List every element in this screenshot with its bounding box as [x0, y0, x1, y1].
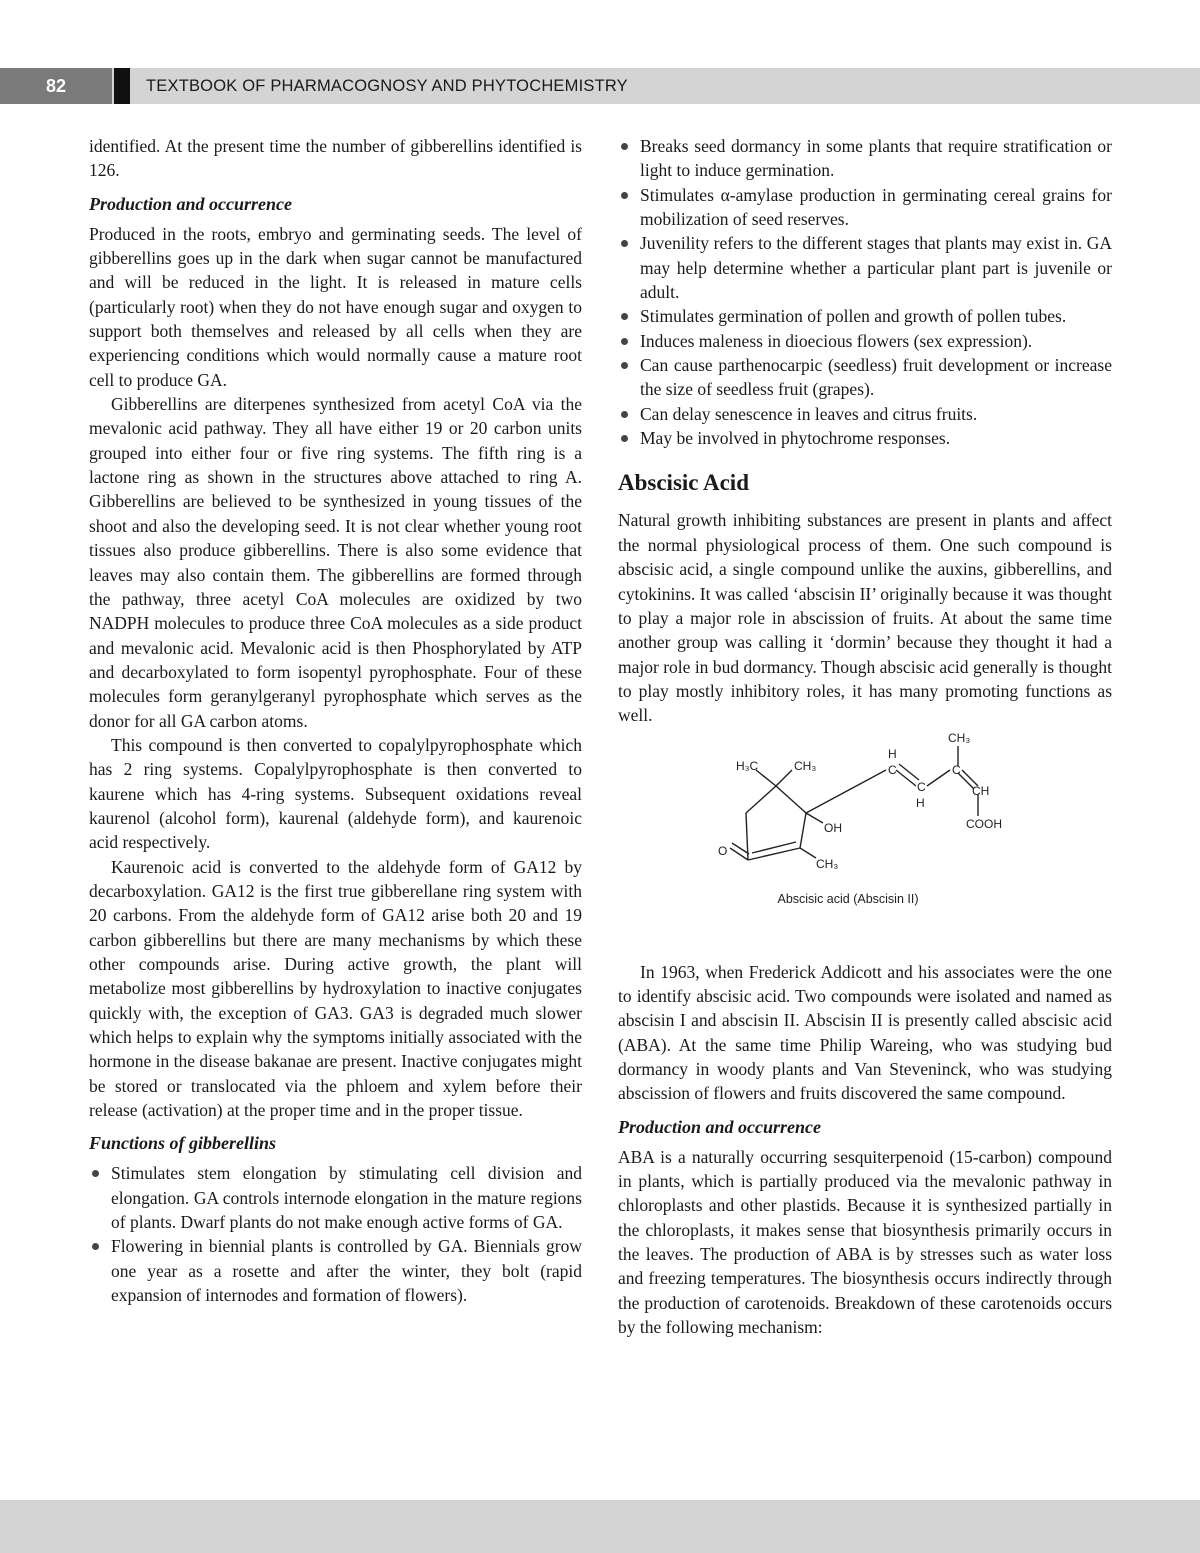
abscisic-acid-heading: Abscisic Acid	[618, 470, 749, 496]
intro-paragraph: identified. At the present time the number of gibberellins identified is 126.	[89, 136, 582, 181]
book-title: TEXTBOOK OF PHARMACOGNOSY AND PHYTOCHEMISTRY	[146, 76, 628, 95]
abscisic-paragraph-2: In 1963, when Frederick Addicott and his associates were the one to identify abscisic acid. Two compounds were isolated and named as abscisin I and abscisin II. Abscisin II is presently called abscisic acid (ABA). At the same time Philip Wareing, who was studying bud dormancy in woody plants and Van Steveninck, who was studying abscission of flowers and fruits discovered the same compound.	[618, 961, 1112, 1104]
functions-list-right	[618, 134, 1112, 450]
list-item: May be involved in phytochrome responses.	[618, 426, 1112, 450]
label-h-top: H	[888, 746, 897, 761]
list-item: Flowering in biennial plants is controlled by GA. Biennials grow one year as a rosette and after the winter, they bolt (rapid expansion of internodes and formation of flowers).	[89, 1234, 582, 1307]
list-item: Induces maleness in dioecious flowers (sex expression).	[618, 329, 1112, 353]
structure-caption: Abscisic acid (Abscisin II)	[777, 891, 919, 906]
production-paragraph-3: This compound is then converted to copalylpyrophosphate which has 2 ring systems. Copalylpyrophosphate is then converted to kaurene which has 4-ring systems. Subsequent oxidations reveal kaurenol (alcohol form), kaurenal (aldehyde form), and kaurenoic acid respectively.	[89, 734, 582, 853]
production-paragraph-1: Produced in the roots, embryo and germinating seeds. The level of gibberellins goes up in the dark when sugar cannot be manufactured and will be reduced in the light. It is released in mature cells (particularly root) when they do not have enough sugar and oxygen to support both themselves and released by all cells when they are experiencing conditions which would normally cause a mature root cell to produce GA.	[89, 223, 582, 390]
aba-production-paragraph: ABA is a naturally occurring sesquiterpenoid (15-carbon) compound in plants, which is partially produced via the mevalonic pathway in chloroplasts and other plastids. Because it is synthesized partially in the chloroplasts, it makes sense that biosynthesis primarily occurs in the leaves. The production of ABA is by stresses such as water loss and freezing temperatures. The biosynthesis occurs indirectly through the production of carotenoids. Breakdown of these carotenoids occurs by the following mechanism:	[618, 1146, 1112, 1338]
right-column	[618, 134, 1112, 1339]
label-ch3-gem: CH₃	[794, 758, 817, 773]
label-cooh: COOH	[966, 816, 1002, 831]
label-ch3-top: CH₃	[948, 730, 971, 745]
production-heading-right: Production and occurrence	[618, 1116, 822, 1137]
label-c1: C	[888, 762, 897, 777]
label-oh: OH	[824, 820, 842, 835]
label-ch: CH	[972, 783, 990, 798]
list-item: Stimulates germination of pollen and growth of pollen tubes.	[618, 304, 1112, 328]
list-item: Stimulates α-amylase production in germinating cereal grains for mobilization of seed reserves.	[618, 183, 1112, 232]
label-o: O	[718, 843, 728, 858]
label-h-bottom: H	[916, 795, 925, 810]
functions-heading: Functions of gibberellins	[89, 1133, 277, 1154]
label-c2: C	[917, 779, 926, 794]
production-paragraph-2: Gibberellins are diterpenes synthesized from acetyl CoA via the mevalonic acid pathway. They all have either 19 or 20 carbon units grouped into either four or five ring systems. The fifth ring is a lactone ring as shown in the structures above attached to ring A. Gibberellins are believed to be synthesized in young tissues of the shoot and also the developing seed. It is not clear whether young root tissues also produce gibberellins. There is also some evidence that leaves may also contain them. The gibberellins are formed through the pathway, three acetyl CoA molecules are oxidized by two NADPH molecules to produce three CoA molecules as a side product and mevalonic acid. Mevalonic acid is then Phosphorylated by ATP and decarboxylated to form isopentyl pyrophosphate. Four of these molecules form geranylgeranyl pyrophosphate which serves as the donor for all GA carbon atoms.	[89, 394, 582, 731]
list-item: Can cause parthenocarpic (seedless) fruit development or increase the size of seedless fruit (grapes).	[618, 353, 1112, 402]
production-heading-left: Production and occurrence	[89, 193, 293, 214]
functions-list-left	[89, 1161, 582, 1307]
list-item: Can delay senescence in leaves and citrus fruits.	[618, 402, 1112, 426]
abscisic-acid-structure	[618, 728, 1112, 960]
production-paragraph-4: Kaurenoic acid is converted to the aldehyde form of GA12 by decarboxylation. GA12 is the first true gibberellane ring system with 20 carbons. From the aldehyde form of GA12 arise both 20 and 19 carbon gibberellins but there are many mechanisms by which these other compounds arise. During active growth, the plant will metabolize most gibberellins by hydroxylation to inactive conjugates quickly with, the exception of GA3. GA3 is degraded much slower which helps to explain why the symptoms initially associated with the hormone in the disease bakanae are present. Inactive conjugates might be stored or translocated via the phloem and xylem before their release (activation) at the proper time and in the proper tissue.	[89, 856, 582, 1121]
list-item: Breaks seed dormancy in some plants that require stratification or light to induce germination.	[618, 134, 1112, 183]
abscisic-paragraph-1: Natural growth inhibiting substances are present in plants and affect the normal physiological process of them. One such compound is abscisic acid, a single compound unlike the auxins, gibberellins, and cytokinins. It was called ‘abscisin II’ originally because it was thought to play a major role in abscission of fruits. At about the same time another group was calling it ‘dormin’ because they thought it had a major role in bud dormancy. Though abscisic acid generally is thought to play mostly inhibitory roles, it has many promoting functions as well.	[618, 510, 1112, 726]
list-item: Juvenility refers to the different stages that plants may exist in. GA may help determine whether a particular plant part is juvenile or adult.	[618, 231, 1112, 304]
label-ch3-ring: CH₃	[816, 856, 839, 871]
footer-bar	[0, 1500, 1200, 1553]
left-column	[89, 134, 582, 1307]
list-item: Stimulates stem elongation by stimulating cell division and elongation. GA controls internode elongation in the mature regions of plants. Dwarf plants do not make enough active forms of GA.	[89, 1161, 582, 1234]
label-h3c: H₃C	[736, 758, 759, 773]
label-c3: C	[952, 762, 961, 777]
page-number: 82	[0, 68, 112, 104]
structure-bonds	[730, 746, 978, 860]
header-divider	[114, 68, 130, 104]
